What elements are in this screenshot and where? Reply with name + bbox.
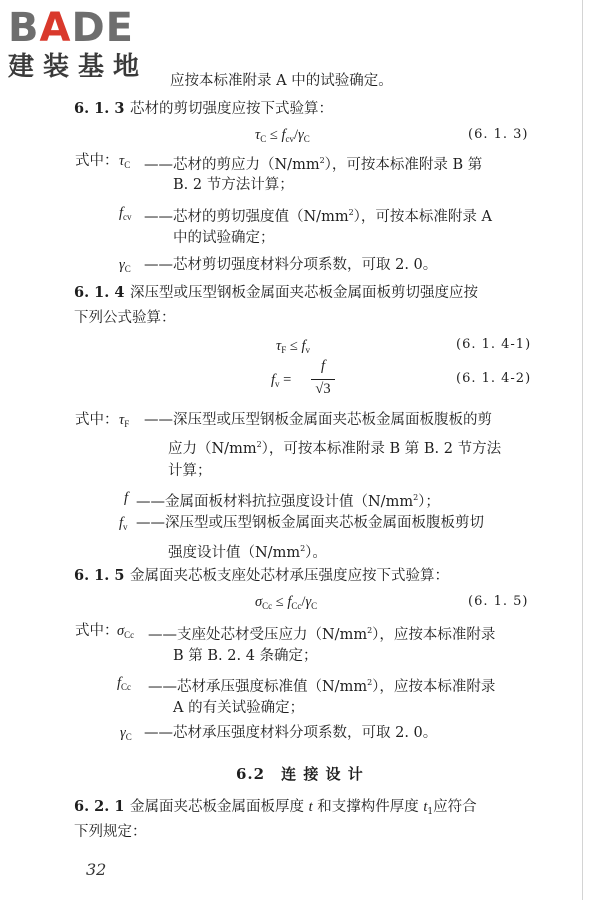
def-tau-f-line1: ——深压型或压型钢板金属面夹芯板金属面板腹板的剪 [144, 412, 492, 428]
fraction-numerator-f: f [320, 358, 326, 374]
symbol-gamma-c: $\gamma_C$ [119, 257, 131, 274]
page-edge [582, 0, 583, 900]
symbol-sigma-cc: $\sigma_{Cc}$ [117, 623, 135, 640]
logo-subtitle: 建装基地 [8, 52, 149, 82]
bade-logo [8, 6, 148, 82]
equation-6-1-5: $\sigma_{Cc} \le f_{Cc}/\gamma_C$ [255, 594, 318, 611]
equation-number-6-1-5: (6. 1. 5) [468, 594, 529, 609]
def-f-cv-line1: ——芯材的剪切强度值$(N/mm^2)$，可按本标准附录 A [144, 208, 493, 225]
section-text-6-1-4-line2: 下列公式验算： [74, 310, 176, 326]
where-label: 式中： [75, 412, 119, 428]
equation-6-1-4-2-lhs: $f_v$ = [271, 372, 292, 389]
def-tau-c-line1: ——芯材的剪应力$(N/mm^2)$，可按本标准附录 B 第 [144, 156, 483, 173]
def-f-cv-line2: 中的试验确定； [173, 230, 275, 246]
section-number-6-1-5: 6. 1. 5 [74, 567, 125, 584]
def-f-cc-line1: ——芯材承压强度标准值$(N/mm^2)$，应按本标准附录 [148, 678, 496, 695]
section-text-6-2-1-line2: 下列规定： [74, 824, 147, 840]
logo-wordmark: BADE [8, 5, 134, 51]
section-text-6-1-3: 芯材的剪切强度应按下式验算： [130, 101, 333, 117]
equation-number-6-1-4-2: (6. 1. 4-2) [456, 371, 532, 386]
def-tau-c-line2: B. 2 节方法计算； [173, 177, 294, 193]
where-label: 式中： [75, 623, 119, 639]
equation-number-6-1-3: (6. 1. 3) [468, 127, 529, 142]
page-number: 32 [86, 860, 107, 879]
symbol-f-v: $f_v$ [119, 515, 128, 532]
paragraph-continuation: 应按本标准附录 A 中的试验确定。 [170, 73, 393, 89]
def-f-v-line2: 强度设计值$(N/mm^2)$。 [168, 544, 327, 561]
def-tau-f-line2: 应力$(N/mm^2)$，可按本标准附录 B 第 B. 2 节方法 [168, 440, 502, 457]
def-sigma-cc-line2: B 第 B. 2. 4 条确定； [173, 648, 318, 664]
symbol-gamma-c: $\gamma_C$ [120, 725, 132, 742]
section-number-6-1-4: 6. 1. 4 [74, 284, 125, 301]
section-number-6-1-3: 6. 1. 3 [74, 100, 125, 117]
section-number-6-2-1: 6. 2. 1 [74, 798, 125, 815]
section-heading-6-2: 6.2 连 接 设 计 [236, 765, 364, 783]
def-gamma-c: ——芯材剪切强度材料分项系数，可取 2. 0。 [144, 257, 438, 273]
symbol-tau-f: $\tau_F$ [119, 412, 130, 429]
where-label: 式中： [75, 153, 119, 169]
fraction-denominator-sqrt3: √3 [315, 381, 331, 397]
equation-number-6-1-4-1: (6. 1. 4-1) [456, 337, 532, 352]
symbol-f: f [124, 490, 129, 506]
def-f-cc-line2: A 的有关试验确定； [173, 700, 305, 716]
fraction-bar [311, 379, 335, 380]
section-text-6-1-4-line1: 深压型或压型钢板金属面夹芯板金属面板剪切强度应按 [130, 285, 478, 301]
def-f: ——金属面板材料抗拉强度设计值$(N/mm^2)$； [136, 493, 440, 510]
def-gamma-c-bearing: ——芯材承压强度材料分项系数，可取 2. 0。 [144, 725, 438, 741]
equation-6-1-4-1: $\tau_F \le f_v$ [276, 338, 310, 355]
section-text-6-2-1-line1: 金属面夹芯板金属面板厚度 t 和支撑构件厚度 $t_1$应符合 [130, 799, 477, 817]
def-f-v-line1: ——深压型或压型钢板金属面夹芯板金属面板腹板剪切 [136, 515, 484, 531]
def-tau-f-line3: 计算； [168, 463, 212, 479]
def-sigma-cc-line1: ——支座处芯材受压应力$(N/mm^2)$，应按本标准附录 [148, 626, 496, 643]
symbol-tau-c: $\tau_C$ [119, 153, 131, 170]
equation-6-1-3: $\tau_C \le f_{cv}/\gamma_C$ [255, 127, 310, 144]
symbol-f-cv: $f_{cv}$ [119, 205, 132, 222]
symbol-f-cc: $f_{Cc}$ [117, 675, 132, 692]
section-text-6-1-5: 金属面夹芯板支座处芯材承压强度应按下式验算： [130, 568, 449, 584]
